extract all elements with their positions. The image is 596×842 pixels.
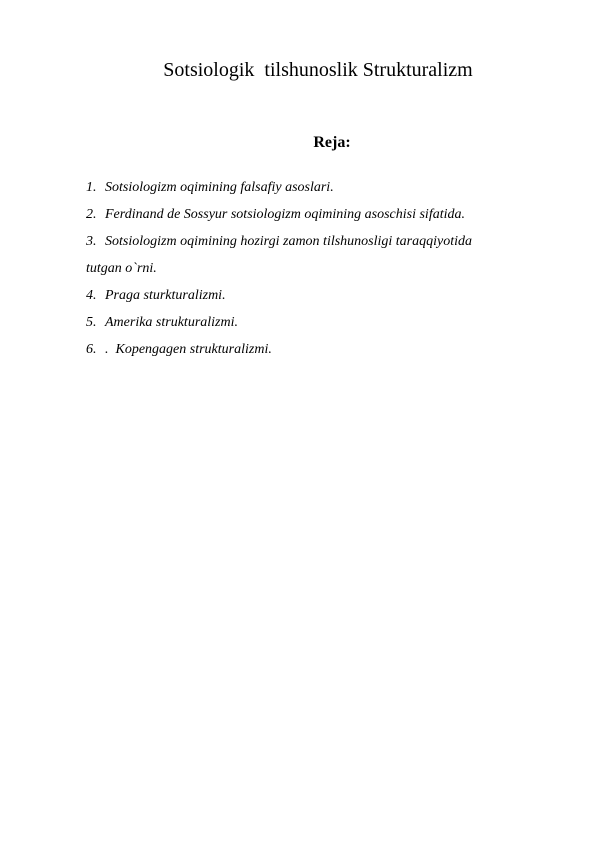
- plan-item-number: 4.: [86, 288, 97, 303]
- plan-item-text: . Kopengagen strukturalizmi.: [105, 342, 272, 357]
- plan-item-text: Sotsiologizm oqimining falsafiy asoslari.: [105, 180, 334, 195]
- plan-item-3: [86, 228, 546, 282]
- plan-item-2: [86, 201, 546, 228]
- plan-item-continuation: tutgan o`rni.: [86, 261, 157, 276]
- plan-item-1: [86, 174, 546, 201]
- plan-item-text: Amerika strukturalizmi.: [105, 315, 238, 330]
- plan-item-5: [86, 309, 546, 336]
- plan-item-text: Sotsiologizm oqimining hozirgi zamon tilshunosligi taraqqiyotida: [105, 234, 473, 249]
- plan-item-number: 1.: [86, 180, 97, 195]
- plan-item-number: 3.: [86, 234, 97, 249]
- plan-item-4: [86, 282, 546, 309]
- plan-heading: Reja:: [313, 134, 351, 151]
- plan-item-number: 5.: [86, 315, 97, 330]
- plan-item-text: Ferdinand de Sossyur sotsiologizm oqimining asoschisi sifatida.: [105, 207, 465, 222]
- plan-list: [86, 174, 546, 363]
- plan-item-number: 2.: [86, 207, 97, 222]
- document-title: Sotsiologik tilshunoslik Strukturalizm: [163, 59, 473, 81]
- plan-item-text: Praga sturkturalizmi.: [105, 288, 226, 303]
- plan-item-number: 6.: [86, 342, 97, 357]
- plan-item-6: [86, 336, 546, 363]
